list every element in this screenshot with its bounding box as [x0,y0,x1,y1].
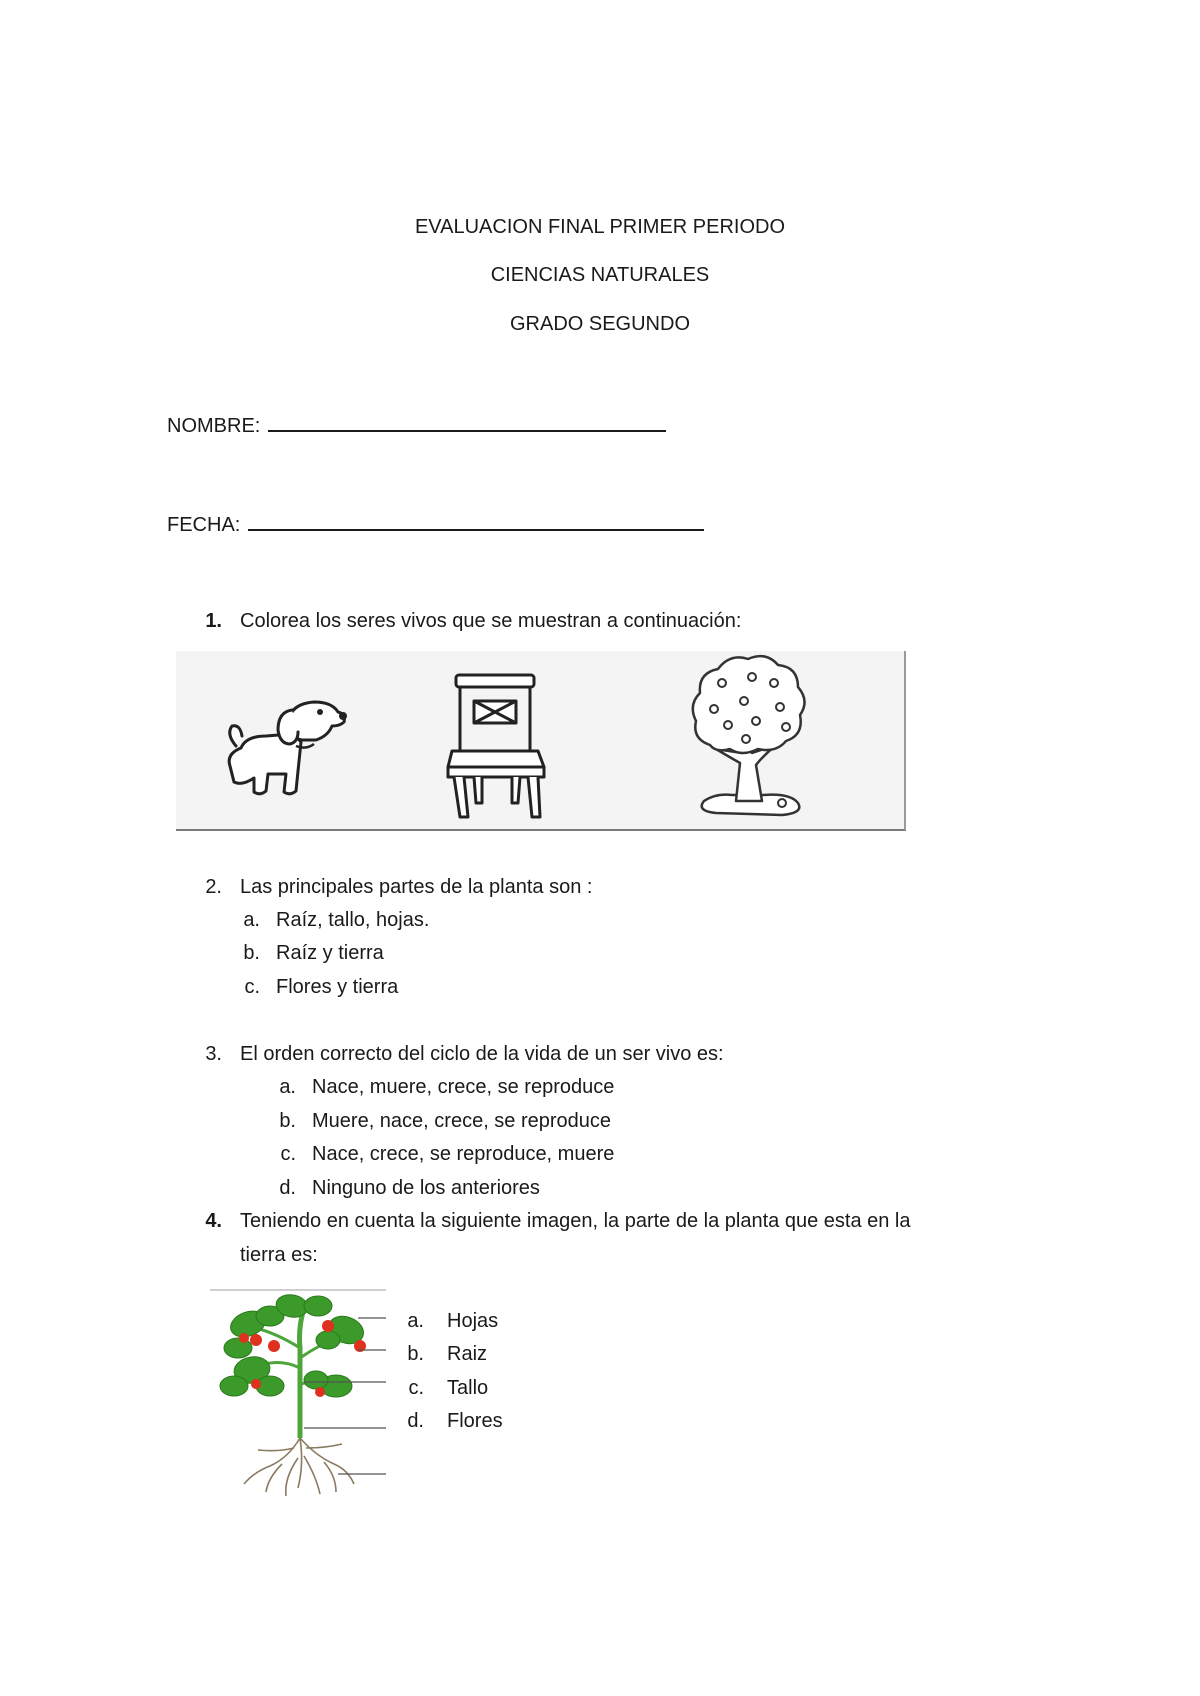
name-line[interactable] [268,412,666,432]
question-3-option-a-letter: a. [279,1076,296,1098]
name-label: NOMBRE: [167,415,261,437]
question-4-text-line-1: Teniendo en cuenta la siguiente imagen, la parte de la planta que esta en la [240,1210,911,1232]
question-1-text: Colorea los seres vivos que se muestran a continuación: [240,610,742,632]
question-4-option-c[interactable]: Tallo [447,1377,489,1399]
question-3-option-b-letter: b. [279,1110,296,1132]
date-field[interactable] [167,511,704,537]
question-4-option-a-letter: a. [407,1310,424,1332]
subject-title: CIENCIAS NATURALES [490,264,710,286]
question-3-option-d[interactable]: Ninguno de los anteriores [312,1177,540,1199]
question-2-option-b-letter: b. [243,942,260,964]
question-4-option-b-letter: b. [407,1343,424,1365]
tomato-plant-diagram[interactable] [208,1288,388,1500]
question-4-option-c-letter: c. [408,1377,424,1399]
question-3-number: 3. [205,1043,222,1065]
living-things-image-strip [176,651,906,831]
date-line[interactable] [248,511,704,531]
question-2-option-b[interactable]: Raíz y tierra [276,942,384,964]
dog-drawing[interactable] [206,696,356,806]
question-4-number: 4. [205,1210,222,1232]
question-1-number: 1. [205,610,222,632]
name-field[interactable] [167,412,666,438]
chair-drawing[interactable] [444,671,554,821]
question-4-option-d-letter: d. [407,1410,424,1432]
question-3-option-d-letter: d. [279,1177,296,1199]
plant-roots [244,1438,354,1496]
question-3-text: El orden correcto del ciclo de la vida de un ser vivo es: [240,1043,724,1065]
question-4-option-a[interactable]: Hojas [447,1310,499,1332]
question-2-number: 2. [205,876,222,898]
question-4-option-b[interactable]: Raiz [447,1343,488,1365]
question-3-option-c[interactable]: Nace, crece, se reproduce, muere [312,1143,615,1165]
grade-title: GRADO SEGUNDO [509,313,691,335]
exam-title: EVALUACION FINAL PRIMER PERIODO [414,216,786,238]
date-label: FECHA: [167,514,241,536]
question-2-option-c-letter: c. [244,976,260,998]
question-4-option-d[interactable]: Flores [447,1410,503,1432]
question-3-option-b[interactable]: Muere, nace, crece, se reproduce [312,1110,612,1132]
question-4-text-line-2: tierra es: [240,1244,318,1266]
tree-drawing[interactable] [686,653,811,828]
question-2-text: Las principales partes de la planta son : [240,876,593,898]
question-2-option-a[interactable]: Raíz, tallo, hojas. [276,909,430,931]
question-3-option-a[interactable]: Nace, muere, crece, se reproduce [312,1076,615,1098]
question-2-option-a-letter: a. [243,909,260,931]
question-2-option-c[interactable]: Flores y tierra [276,976,399,998]
question-3-option-c-letter: c. [280,1143,296,1165]
